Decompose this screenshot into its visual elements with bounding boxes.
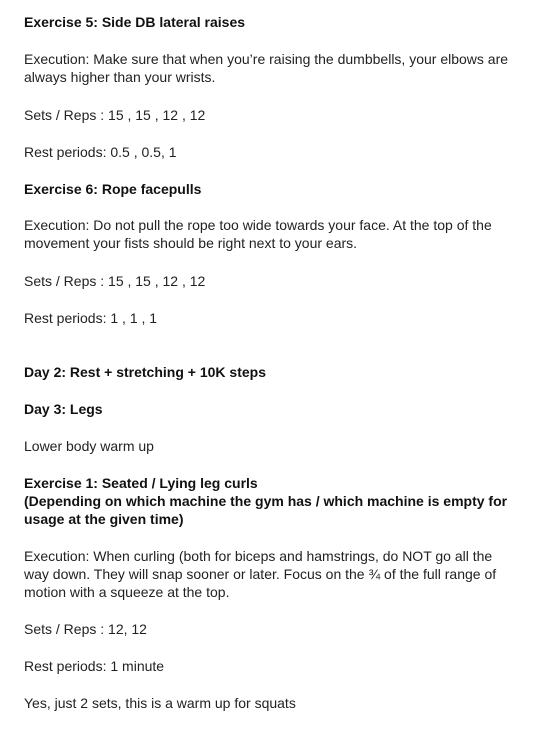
day-2-heading: Day 2: Rest + stretching + 10K steps bbox=[24, 364, 266, 380]
exercise-5-execution: Execution: Make sure that when you’re raising the dumbbells, your elbows are always higher than your wrists. bbox=[24, 51, 512, 85]
exercise-5-title: Exercise 5: Side DB lateral raises bbox=[24, 14, 246, 30]
exercise-1-sets-reps: Sets / Reps : 12, 12 bbox=[24, 621, 147, 637]
exercise-1-note: Yes, just 2 sets, this is a warm up for squats bbox=[24, 695, 296, 711]
exercise-6-rest-periods: Rest periods: 1 , 1 , 1 bbox=[24, 310, 158, 326]
exercise-1-execution: Execution: When curling (both for biceps and hamstrings, do NOT go all the way down. They will snap sooner or later. Focus on the ¾ of the full range of motion with a squeeze at the top. bbox=[24, 548, 501, 600]
day-3-heading: Day 3: Legs bbox=[24, 401, 103, 417]
exercise-5-sets-reps: Sets / Reps : 15 , 15 , 12 , 12 bbox=[24, 107, 206, 123]
exercise-1-rest-periods: Rest periods: 1 minute bbox=[24, 658, 165, 674]
exercise-5-rest-periods: Rest periods: 0.5 , 0.5, 1 bbox=[24, 144, 177, 160]
exercise-1-title: Exercise 1: Seated / Lying leg curls bbox=[24, 475, 258, 491]
exercise-6-title: Exercise 6: Rope facepulls bbox=[24, 181, 202, 197]
exercise-1-subtitle: (Depending on which machine the gym has / which machine is empty for usage at the given time) bbox=[24, 493, 511, 527]
exercise-6-sets-reps: Sets / Reps : 15 , 15 , 12 , 12 bbox=[24, 273, 206, 289]
warm-up-text: Lower body warm up bbox=[24, 438, 154, 454]
exercise-6-execution: Execution: Do not pull the rope too wide towards your face. At the top of the movement your fists should be right next to your ears. bbox=[24, 217, 496, 251]
